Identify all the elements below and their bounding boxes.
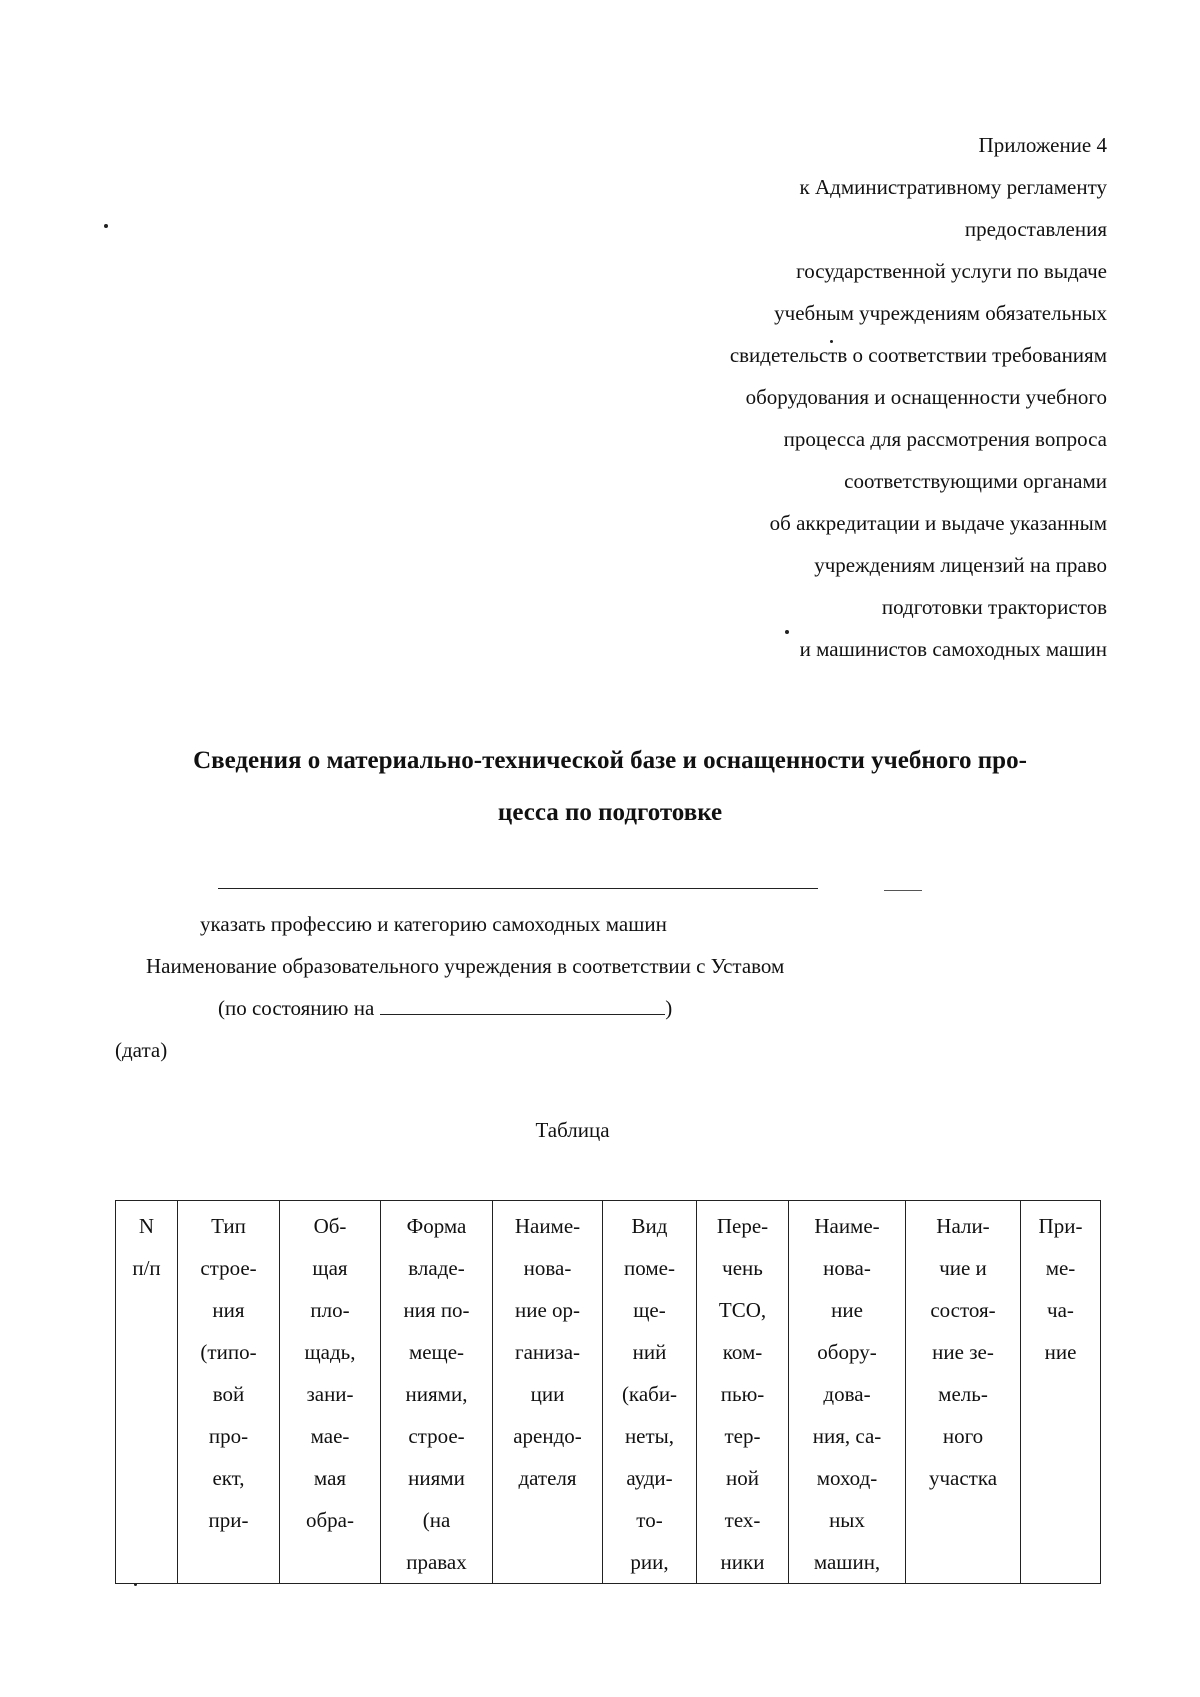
- col-landlord-name: Наиме- нова- ние ор- ганиза- ции арендо- дателя: [493, 1201, 603, 1584]
- as-of-line: [218, 996, 672, 1021]
- facilities-table: [115, 1200, 1101, 1584]
- date-blank: [380, 996, 665, 1015]
- appendix-line: подготовки трактористов: [881, 595, 1107, 619]
- col-number: N п/п: [116, 1201, 178, 1584]
- date-hint: (дата): [115, 1038, 168, 1062]
- col-machinery-name: Наиме- нова- ние обору- дова- ния, са- моход- ных машин,: [789, 1201, 906, 1584]
- scan-speck: [830, 340, 833, 343]
- appendix-line: и машинистов самоходных машин: [799, 637, 1107, 661]
- col-equipment-list: Пере- чень ТСО, ком- пью- тер- ной тех- ники: [697, 1201, 789, 1584]
- appendix-line: об аккредитации и выдаче указанным: [769, 511, 1107, 535]
- profession-fill-line-short: [884, 890, 922, 891]
- profession-hint: указать профессию и категорию самоходных машин: [200, 912, 667, 936]
- as-of-prefix: (по состоянию на: [218, 996, 375, 1020]
- institution-hint: Наименование образовательного учреждения в соответствии с Уставом: [146, 954, 785, 978]
- appendix-line: учреждениям лицензий на право: [814, 553, 1107, 577]
- profession-fill-line: [218, 888, 818, 889]
- table-header-row: [116, 1201, 1101, 1584]
- appendix-line: Приложение 4: [978, 133, 1107, 157]
- title-line-2: цесса по подготовке: [497, 799, 723, 826]
- appendix-line: соответствующими органами: [844, 469, 1107, 493]
- appendix-line: предоставления: [964, 217, 1107, 241]
- appendix-line: учебным учреждениям обязательных: [774, 301, 1107, 325]
- col-premises-type: Вид поме- ще- ний (каби- неты, ауди- то- рии,: [603, 1201, 697, 1584]
- col-building-type: Тип строе- ния (типо- вой про- ект, при-: [178, 1201, 280, 1584]
- table-caption: Таблица: [535, 1118, 610, 1142]
- appendix-line: процесса для рассмотрения вопроса: [783, 427, 1107, 451]
- appendix-line: свидетельств о соответствии требованиям: [729, 343, 1107, 367]
- appendix-line: государственной услуги по выдаче: [796, 259, 1107, 283]
- document-title: [120, 735, 1100, 839]
- col-land-plot: Нали- чие и состоя- ние зе- мель- ного участка: [906, 1201, 1021, 1584]
- appendix-header: [547, 124, 1107, 670]
- col-ownership-form: Форма владе- ния по- меще- ниями, строе- ниями (на правах: [381, 1201, 493, 1584]
- appendix-line: оборудования и оснащенности учебного: [745, 385, 1107, 409]
- title-line-1: Сведения о материально-технической базе и оснащенности учебного про-: [193, 747, 1027, 774]
- scan-speck: [785, 630, 789, 634]
- as-of-suffix: ): [665, 996, 673, 1020]
- scan-speck: [134, 1583, 137, 1586]
- col-total-area: Об- щая пло- щадь, зани- мае- мая обра-: [280, 1201, 381, 1584]
- appendix-line: к Административному регламенту: [799, 175, 1107, 199]
- scan-speck: [104, 224, 108, 228]
- col-notes: При- ме- ча- ние: [1021, 1201, 1101, 1584]
